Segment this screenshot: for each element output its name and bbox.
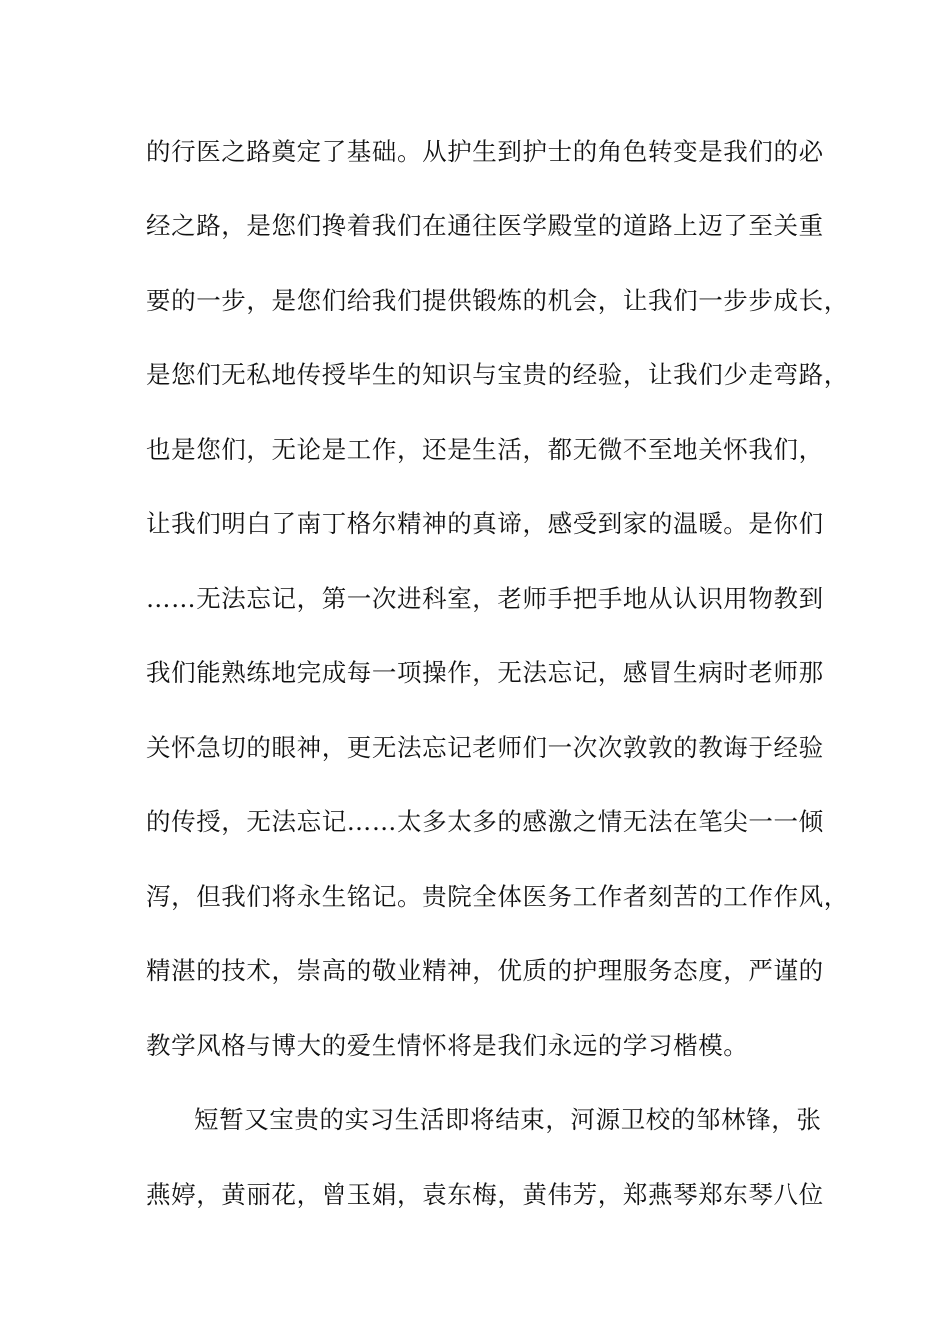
- paragraph-line: 我们能熟练地完成每一项操作，无法忘记，感冒生病时老师那: [146, 658, 824, 687]
- paragraph-line: 经之路，是您们搀着我们在通往医学殿堂的道路上迈了至关重: [146, 211, 824, 240]
- paragraph-line: 的行医之路奠定了基础。从护生到护士的角色转变是我们的必: [146, 137, 824, 166]
- paragraph-line: 精湛的技术，崇高的敬业精神，优质的护理服务态度，严谨的: [146, 956, 824, 985]
- paragraph-first-line: 短暂又宝贵的实习生活即将结束，河源卫校的邹林锋，张: [194, 1105, 822, 1134]
- paragraph-line: 燕婷，黄丽花，曾玉娟，袁东梅，黄伟芳，郑燕琴郑东琴八位: [146, 1180, 824, 1209]
- paragraph-line: 也是您们，无论是工作，还是生活，都无微不至地关怀我们，: [146, 435, 824, 464]
- paragraph-line: ……无法忘记，第一次进科室，老师手把手地从认识用物教到: [146, 584, 824, 613]
- paragraph-line: 关怀急切的眼神，更无法忘记老师们一次次敦敦的教诲于经验: [146, 733, 824, 762]
- paragraph-line: 是您们无私地传授毕生的知识与宝贵的经验，让我们少走弯路，: [146, 360, 849, 389]
- paragraph-line: 要的一步，是您们给我们提供锻炼的机会，让我们一步步成长，: [146, 286, 849, 315]
- paragraph-line: 教学风格与博大的爱生情怀将是我们永远的学习楷模。: [146, 1031, 749, 1060]
- paragraph-line: 让我们明白了南丁格尔精神的真谛，感受到家的温暖。是你们: [146, 509, 824, 538]
- paragraph-line: 泻，但我们将永生铭记。贵院全体医务工作者刻苦的工作作风，: [146, 882, 849, 911]
- paragraph-line: 的传授，无法忘记……太多太多的感激之情无法在笔尖一一倾: [146, 807, 824, 836]
